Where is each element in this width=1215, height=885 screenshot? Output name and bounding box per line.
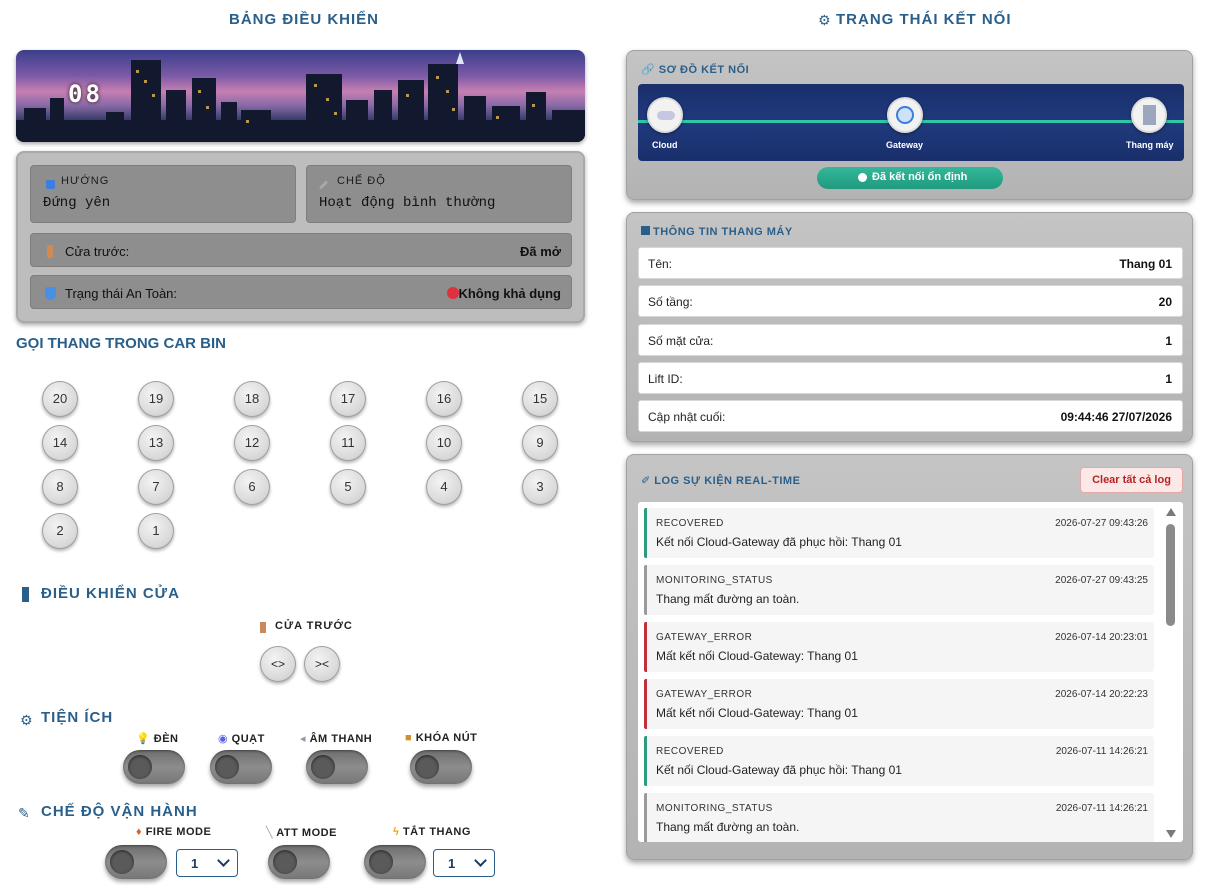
- cloud-node-label: Cloud: [652, 140, 678, 150]
- floor-button[interactable]: 7: [138, 469, 174, 505]
- chevron-down-icon: [474, 854, 487, 867]
- log-timestamp: 2026-07-11 14:26:21: [1055, 746, 1148, 757]
- log-item: [644, 736, 1154, 786]
- light-toggle[interactable]: [123, 750, 185, 784]
- scroll-down-icon[interactable]: [1166, 830, 1176, 838]
- info-row: [638, 285, 1183, 317]
- floor-button[interactable]: 19: [138, 381, 174, 417]
- log-item: [644, 679, 1154, 729]
- info-icon: [641, 226, 650, 235]
- log-timestamp: 2026-07-11 14:26:21: [1055, 803, 1148, 814]
- safety-row: [30, 275, 572, 309]
- log-severity-bar: [644, 622, 647, 672]
- floor-button[interactable]: 12: [234, 425, 270, 461]
- log-timestamp: 2026-07-14 20:22:23: [1055, 689, 1148, 700]
- floor-button[interactable]: 13: [138, 425, 174, 461]
- door-icon: [47, 245, 53, 258]
- door-control-icon: [22, 587, 29, 602]
- log-timestamp: 2026-07-27 09:43:25: [1055, 575, 1148, 586]
- stop-lift-toggle[interactable]: [364, 845, 426, 879]
- log-item: [644, 622, 1154, 672]
- elevator-info-title: THÔNG TIN THANG MÁY: [641, 226, 793, 238]
- log-message: Thang mất đường an toàn.: [656, 592, 800, 606]
- cloud-node-icon: [647, 97, 683, 133]
- info-key: Lift ID:: [648, 372, 683, 386]
- lightning-icon: ϟ: [393, 826, 400, 838]
- log-message: Mất kết nối Cloud-Gateway: Thang 01: [656, 706, 858, 720]
- floor-button[interactable]: 11: [330, 425, 366, 461]
- gear-icon: ⚙: [818, 12, 831, 28]
- red-status-dot-icon: [447, 287, 459, 299]
- floor-button[interactable]: 9: [522, 425, 558, 461]
- floor-button[interactable]: 10: [426, 425, 462, 461]
- button-lock-toggle[interactable]: [410, 750, 472, 784]
- info-value: 1: [1165, 334, 1172, 348]
- scroll-up-icon[interactable]: [1166, 508, 1176, 516]
- floor-button[interactable]: 16: [426, 381, 462, 417]
- car-call-title: GỌI THANG TRONG CAR BIN: [16, 335, 226, 352]
- log-timestamp: 2026-07-27 09:43:26: [1055, 518, 1148, 529]
- info-key: Số mặt cửa:: [648, 334, 714, 348]
- floor-button[interactable]: 2: [42, 513, 78, 549]
- info-row: [638, 362, 1183, 394]
- door-open-button[interactable]: <>: [260, 646, 296, 682]
- event-log-list[interactable]: [638, 502, 1183, 842]
- info-key: Số tầng:: [648, 295, 693, 309]
- log-type: MONITORING_STATUS: [656, 803, 773, 814]
- event-log-title: ✐ LOG SỰ KIỆN REAL-TIME: [641, 475, 801, 487]
- connection-diagram-title: 🔗 SƠ ĐỒ KẾT NỐI: [641, 64, 750, 76]
- info-key: Tên:: [648, 257, 673, 271]
- log-message: Thang mất đường an toàn.: [656, 820, 800, 834]
- direction-box: [30, 165, 296, 223]
- status-panel: [16, 151, 585, 323]
- log-item: [644, 565, 1154, 615]
- shield-icon: [45, 287, 56, 300]
- log-severity-bar: [644, 565, 647, 615]
- log-message: Kết nối Cloud-Gateway đã phục hồi: Thang 01: [656, 763, 902, 777]
- mode-label: CHẾ ĐỘ: [337, 175, 386, 187]
- info-value: 20: [1158, 295, 1172, 309]
- current-floor-display: 08: [68, 80, 103, 108]
- wrench-icon: ✎: [18, 805, 30, 821]
- info-value: 09:44:46 27/07/2026: [1060, 410, 1172, 424]
- fan-toggle[interactable]: [210, 750, 272, 784]
- scroll-thumb[interactable]: [1166, 524, 1175, 626]
- floor-banner: [16, 50, 585, 142]
- front-door-row: [30, 233, 572, 267]
- elevator-info-card: [626, 212, 1193, 442]
- safety-value: Không khả dụng: [458, 286, 561, 301]
- door-control-title: ĐIỀU KHIỂN CỬA: [41, 585, 180, 602]
- event-log-card: [626, 454, 1193, 860]
- floor-button[interactable]: 14: [42, 425, 78, 461]
- log-type: RECOVERED: [656, 746, 724, 757]
- connection-diagram: [638, 84, 1184, 161]
- log-type: GATEWAY_ERROR: [656, 689, 753, 700]
- att-mode-label: ╲ ATT MODE: [266, 827, 337, 839]
- floor-button[interactable]: 17: [330, 381, 366, 417]
- log-type: MONITORING_STATUS: [656, 575, 773, 586]
- fire-mode-label: ♦ FIRE MODE: [136, 826, 212, 838]
- link-icon: 🔗: [641, 64, 656, 76]
- clear-all-logs-button[interactable]: Clear tất cả log: [1080, 467, 1183, 493]
- door-close-button[interactable]: ><: [304, 646, 340, 682]
- front-door-value: Đã mở: [519, 244, 561, 259]
- info-row: [638, 400, 1183, 432]
- front-door-subtitle: CỬA TRƯỚC: [275, 620, 353, 632]
- gear-icon: ⚙: [20, 712, 33, 728]
- safety-label: Trạng thái An Toàn:: [65, 286, 178, 301]
- info-value: 1: [1165, 372, 1172, 386]
- sound-toggle[interactable]: [306, 750, 368, 784]
- direction-value: Đứng yên: [43, 195, 111, 211]
- elevator-node-icon: [1131, 97, 1167, 133]
- floor-button[interactable]: 8: [42, 469, 78, 505]
- control-panel-title: BẢNG ĐIỀU KHIỂN: [229, 11, 380, 28]
- gateway-node-label: Gateway: [886, 140, 924, 150]
- fire-icon: ♦: [136, 826, 143, 838]
- fan-label: ◉ QUẠT: [218, 733, 265, 745]
- log-item: [644, 793, 1154, 842]
- info-key: Cập nhật cuối:: [648, 410, 726, 424]
- floor-button[interactable]: 5: [330, 469, 366, 505]
- att-mode-toggle[interactable]: [268, 845, 330, 879]
- speaker-icon: ◂: [300, 733, 307, 745]
- gateway-node-icon: [887, 97, 923, 133]
- broom-icon: ✐: [641, 475, 651, 487]
- wrench-small-icon: ╲: [266, 827, 274, 839]
- light-label: 💡 ĐÈN: [136, 733, 179, 745]
- fire-mode-select[interactable]: 1: [176, 849, 238, 877]
- floor-button[interactable]: 1: [138, 513, 174, 549]
- direction-label: HƯỚNG: [61, 175, 110, 187]
- log-severity-bar: [644, 793, 647, 842]
- direction-icon: [46, 180, 55, 189]
- log-item: [644, 508, 1154, 558]
- floor-button[interactable]: 18: [234, 381, 270, 417]
- floor-button[interactable]: 15: [522, 381, 558, 417]
- log-type: RECOVERED: [656, 518, 724, 529]
- fan-icon: ◉: [218, 733, 229, 745]
- floor-button[interactable]: 6: [234, 469, 270, 505]
- chevron-down-icon: [217, 854, 230, 867]
- stop-lift-select[interactable]: 1: [433, 849, 495, 877]
- sound-label: ◂ ÂM THANH: [300, 733, 373, 745]
- elevator-node-label: Thang máy: [1126, 140, 1174, 150]
- floor-button[interactable]: 4: [426, 469, 462, 505]
- connection-status-badge: Đã kết nối ổn định: [817, 167, 1003, 189]
- front-door-icon: [260, 622, 266, 633]
- fire-mode-toggle[interactable]: [105, 845, 167, 879]
- info-row: [638, 247, 1183, 279]
- log-severity-bar: [644, 736, 647, 786]
- stop-lift-label: ϟ TẮT THANG: [393, 826, 471, 838]
- connection-diagram-card: [626, 50, 1193, 200]
- log-scrollbar[interactable]: [1165, 508, 1177, 838]
- wrench-icon: [319, 180, 328, 189]
- floor-button[interactable]: 20: [42, 381, 78, 417]
- utilities-title: TIỆN ÍCH: [41, 709, 114, 726]
- connection-status-title: TRẠNG THÁI KẾT NỐI: [836, 11, 1012, 28]
- log-message: Kết nối Cloud-Gateway đã phục hồi: Thang 01: [656, 535, 902, 549]
- operation-mode-title: CHẾ ĐỘ VẬN HÀNH: [41, 803, 198, 820]
- log-timestamp: 2026-07-14 20:23:01: [1055, 632, 1148, 643]
- mode-box: [306, 165, 572, 223]
- info-value: Thang 01: [1119, 257, 1172, 271]
- info-row: [638, 324, 1183, 356]
- mode-value: Hoạt động bình thường: [319, 195, 496, 211]
- button-lock-label: ■ KHÓA NÚT: [405, 732, 478, 744]
- log-message: Mất kết nối Cloud-Gateway: Thang 01: [656, 649, 858, 663]
- log-severity-bar: [644, 679, 647, 729]
- front-door-label: Cửa trước:: [65, 244, 130, 259]
- lock-icon: ■: [405, 732, 413, 744]
- floor-button[interactable]: 3: [522, 469, 558, 505]
- log-type: GATEWAY_ERROR: [656, 632, 753, 643]
- log-severity-bar: [644, 508, 647, 558]
- bulb-icon: 💡: [136, 733, 151, 745]
- status-dot-icon: [858, 173, 867, 182]
